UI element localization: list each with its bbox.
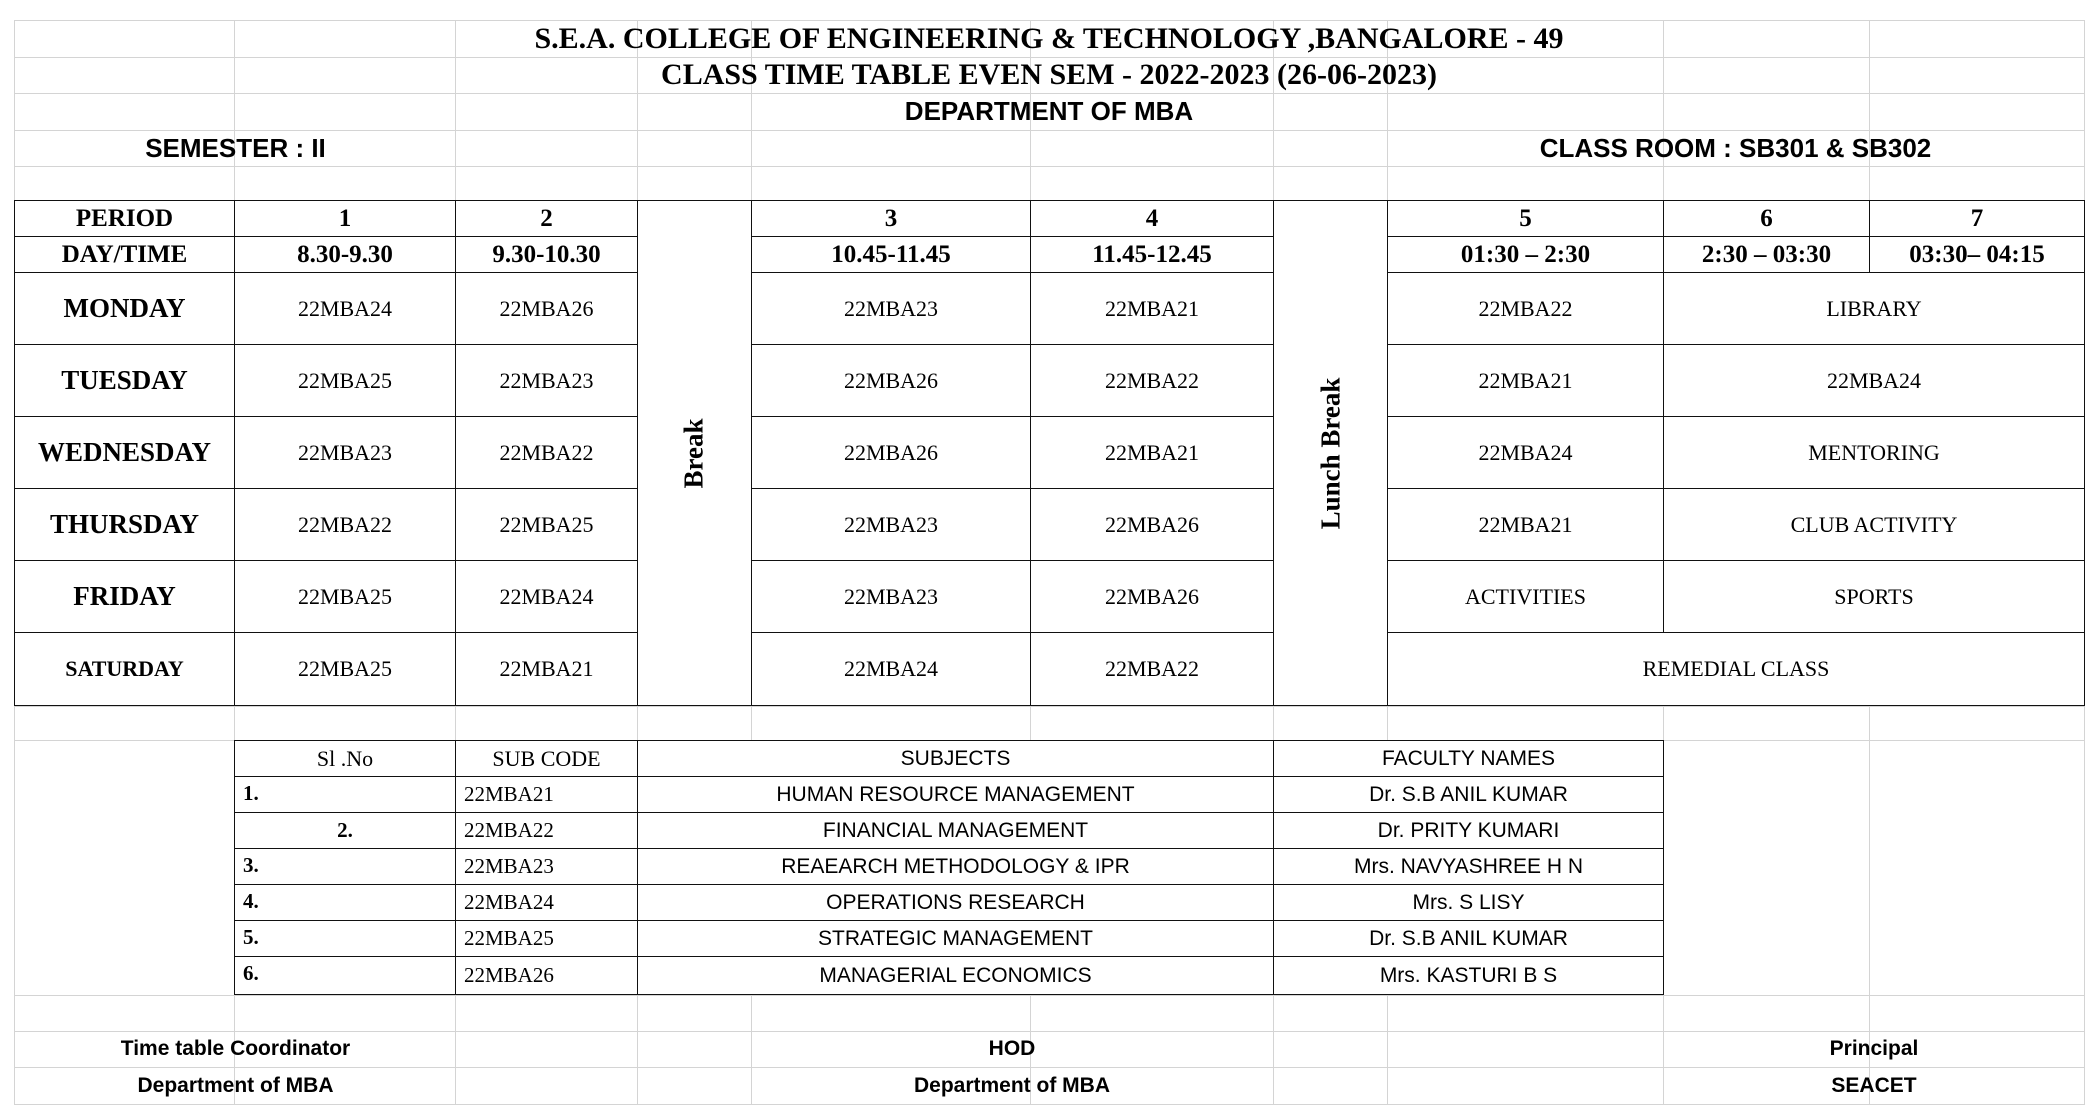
schedule-cell: 22MBA21 bbox=[455, 632, 638, 706]
schedule-cell: REMEDIAL CLASS bbox=[1387, 632, 2085, 706]
hod-dept: Department of MBA bbox=[913, 1073, 1110, 1097]
period-number: 2 bbox=[455, 200, 638, 237]
legend-subject: HUMAN RESOURCE MANAGEMENT bbox=[637, 776, 1274, 813]
schedule-cell: SPORTS bbox=[1663, 560, 2085, 633]
legend-slno: 1. bbox=[234, 776, 456, 813]
schedule-cell: 22MBA24 bbox=[751, 632, 1031, 706]
schedule-cell: 22MBA23 bbox=[234, 416, 456, 489]
hod-title: HOD bbox=[988, 1037, 1036, 1060]
coordinator-dept: Department of MBA bbox=[137, 1073, 334, 1097]
time-slot: 11.45-12.45 bbox=[1030, 236, 1274, 273]
day-label: SATURDAY bbox=[14, 632, 235, 706]
time-slot: 2:30 – 03:30 bbox=[1663, 236, 1870, 273]
legend-slno: 4. bbox=[234, 884, 456, 921]
time-slot: 9.30-10.30 bbox=[455, 236, 638, 273]
period-number: 4 bbox=[1030, 200, 1274, 237]
break-column bbox=[637, 200, 752, 706]
schedule-cell: 22MBA23 bbox=[455, 344, 638, 417]
college-title: S.E.A. COLLEGE OF ENGINEERING & TECHNOLOGY ,BANGALORE - 49 bbox=[534, 21, 1564, 55]
schedule-cell: 22MBA25 bbox=[234, 344, 456, 417]
legend-code: 22MBA22 bbox=[455, 812, 638, 849]
schedule-cell: 22MBA23 bbox=[751, 560, 1031, 633]
daytime-label: DAY/TIME bbox=[14, 236, 235, 273]
period-label: PERIOD bbox=[14, 200, 235, 237]
day-label: FRIDAY bbox=[14, 560, 235, 633]
period-number: 7 bbox=[1869, 200, 2085, 237]
day-label: TUESDAY bbox=[14, 344, 235, 417]
schedule-cell: 22MBA22 bbox=[234, 488, 456, 561]
schedule-cell: MENTORING bbox=[1663, 416, 2085, 489]
legend-slno: 3. bbox=[234, 848, 456, 885]
legend-subject: OPERATIONS RESEARCH bbox=[637, 884, 1274, 921]
schedule-cell: 22MBA26 bbox=[751, 416, 1031, 489]
legend-header-faculty: FACULTY NAMES bbox=[1273, 740, 1664, 777]
schedule-cell: 22MBA26 bbox=[1030, 560, 1274, 633]
legend-faculty: Dr. PRITY KUMARI bbox=[1273, 812, 1664, 849]
principal-org: SEACET bbox=[1831, 1073, 1917, 1097]
legend-code: 22MBA25 bbox=[455, 920, 638, 957]
schedule-cell: 22MBA22 bbox=[1030, 344, 1274, 417]
legend-subject: MANAGERIAL ECONOMICS bbox=[637, 956, 1274, 995]
period-number: 6 bbox=[1663, 200, 1870, 237]
legend-header-subjects: SUBJECTS bbox=[637, 740, 1274, 777]
schedule-cell: 22MBA25 bbox=[234, 560, 456, 633]
schedule-cell: 22MBA22 bbox=[455, 416, 638, 489]
legend-code: 22MBA24 bbox=[455, 884, 638, 921]
schedule-cell: 22MBA22 bbox=[1030, 632, 1274, 706]
legend-faculty: Dr. S.B ANIL KUMAR bbox=[1273, 776, 1664, 813]
legend-code: 22MBA26 bbox=[455, 956, 638, 995]
legend-subject: REAEARCH METHODOLOGY & IPR bbox=[637, 848, 1274, 885]
legend-subject: STRATEGIC MANAGEMENT bbox=[637, 920, 1274, 957]
schedule-cell: LIBRARY bbox=[1663, 272, 2085, 345]
legend-faculty: Dr. S.B ANIL KUMAR bbox=[1273, 920, 1664, 957]
schedule-cell: 22MBA24 bbox=[1387, 416, 1664, 489]
day-label: MONDAY bbox=[14, 272, 235, 345]
schedule-cell: 22MBA21 bbox=[1387, 344, 1664, 417]
schedule-cell: 22MBA25 bbox=[455, 488, 638, 561]
department-title: DEPARTMENT OF MBA bbox=[904, 96, 1194, 126]
schedule-cell: 22MBA21 bbox=[1030, 416, 1274, 489]
legend-slno: 2. bbox=[234, 812, 456, 849]
time-slot: 01:30 – 2:30 bbox=[1387, 236, 1664, 273]
schedule-cell: ACTIVITIES bbox=[1387, 560, 1664, 633]
schedule-cell: 22MBA24 bbox=[1663, 344, 2085, 417]
coordinator-title: Time table Coordinator bbox=[120, 1037, 351, 1060]
lunch-break-column bbox=[1273, 200, 1388, 706]
schedule-cell: 22MBA25 bbox=[234, 632, 456, 706]
day-label: WEDNESDAY bbox=[14, 416, 235, 489]
legend-code: 22MBA21 bbox=[455, 776, 638, 813]
legend-header-slno: Sl .No bbox=[234, 740, 456, 777]
time-slot: 8.30-9.30 bbox=[234, 236, 456, 273]
timetable-title: CLASS TIME TABLE EVEN SEM - 2022-2023 (26-06-2023) bbox=[661, 58, 1437, 91]
schedule-cell: 22MBA21 bbox=[1030, 272, 1274, 345]
day-label: THURSDAY bbox=[14, 488, 235, 561]
principal-title: Principal bbox=[1829, 1037, 1919, 1060]
time-slot: 10.45-11.45 bbox=[751, 236, 1031, 273]
lunch-break-label: Lunch Break bbox=[1315, 377, 1346, 529]
legend-subject: FINANCIAL MANAGEMENT bbox=[637, 812, 1274, 849]
legend-faculty: Mrs. NAVYASHREE H N bbox=[1273, 848, 1664, 885]
classroom-label: CLASS ROOM : SB301 & SB302 bbox=[1539, 132, 1932, 163]
schedule-cell: 22MBA23 bbox=[751, 272, 1031, 345]
semester-label: SEMESTER : II bbox=[145, 132, 326, 163]
break-label: Break bbox=[678, 417, 709, 489]
period-number: 1 bbox=[234, 200, 456, 237]
schedule-cell: 22MBA23 bbox=[751, 488, 1031, 561]
legend-header-code: SUB CODE bbox=[455, 740, 638, 777]
schedule-cell: 22MBA24 bbox=[455, 560, 638, 633]
legend-slno: 6. bbox=[234, 956, 456, 995]
schedule-cell: 22MBA26 bbox=[455, 272, 638, 345]
period-number: 3 bbox=[751, 200, 1031, 237]
schedule-cell: CLUB ACTIVITY bbox=[1663, 488, 2085, 561]
schedule-cell: 22MBA26 bbox=[751, 344, 1031, 417]
time-slot: 03:30– 04:15 bbox=[1869, 236, 2085, 273]
legend-code: 22MBA23 bbox=[455, 848, 638, 885]
schedule-cell: 22MBA22 bbox=[1387, 272, 1664, 345]
period-number: 5 bbox=[1387, 200, 1664, 237]
legend-faculty: Mrs. S LISY bbox=[1273, 884, 1664, 921]
schedule-cell: 22MBA21 bbox=[1387, 488, 1664, 561]
legend-faculty: Mrs. KASTURI B S bbox=[1273, 956, 1664, 995]
schedule-cell: 22MBA26 bbox=[1030, 488, 1274, 561]
legend-slno: 5. bbox=[234, 920, 456, 957]
schedule-cell: 22MBA24 bbox=[234, 272, 456, 345]
